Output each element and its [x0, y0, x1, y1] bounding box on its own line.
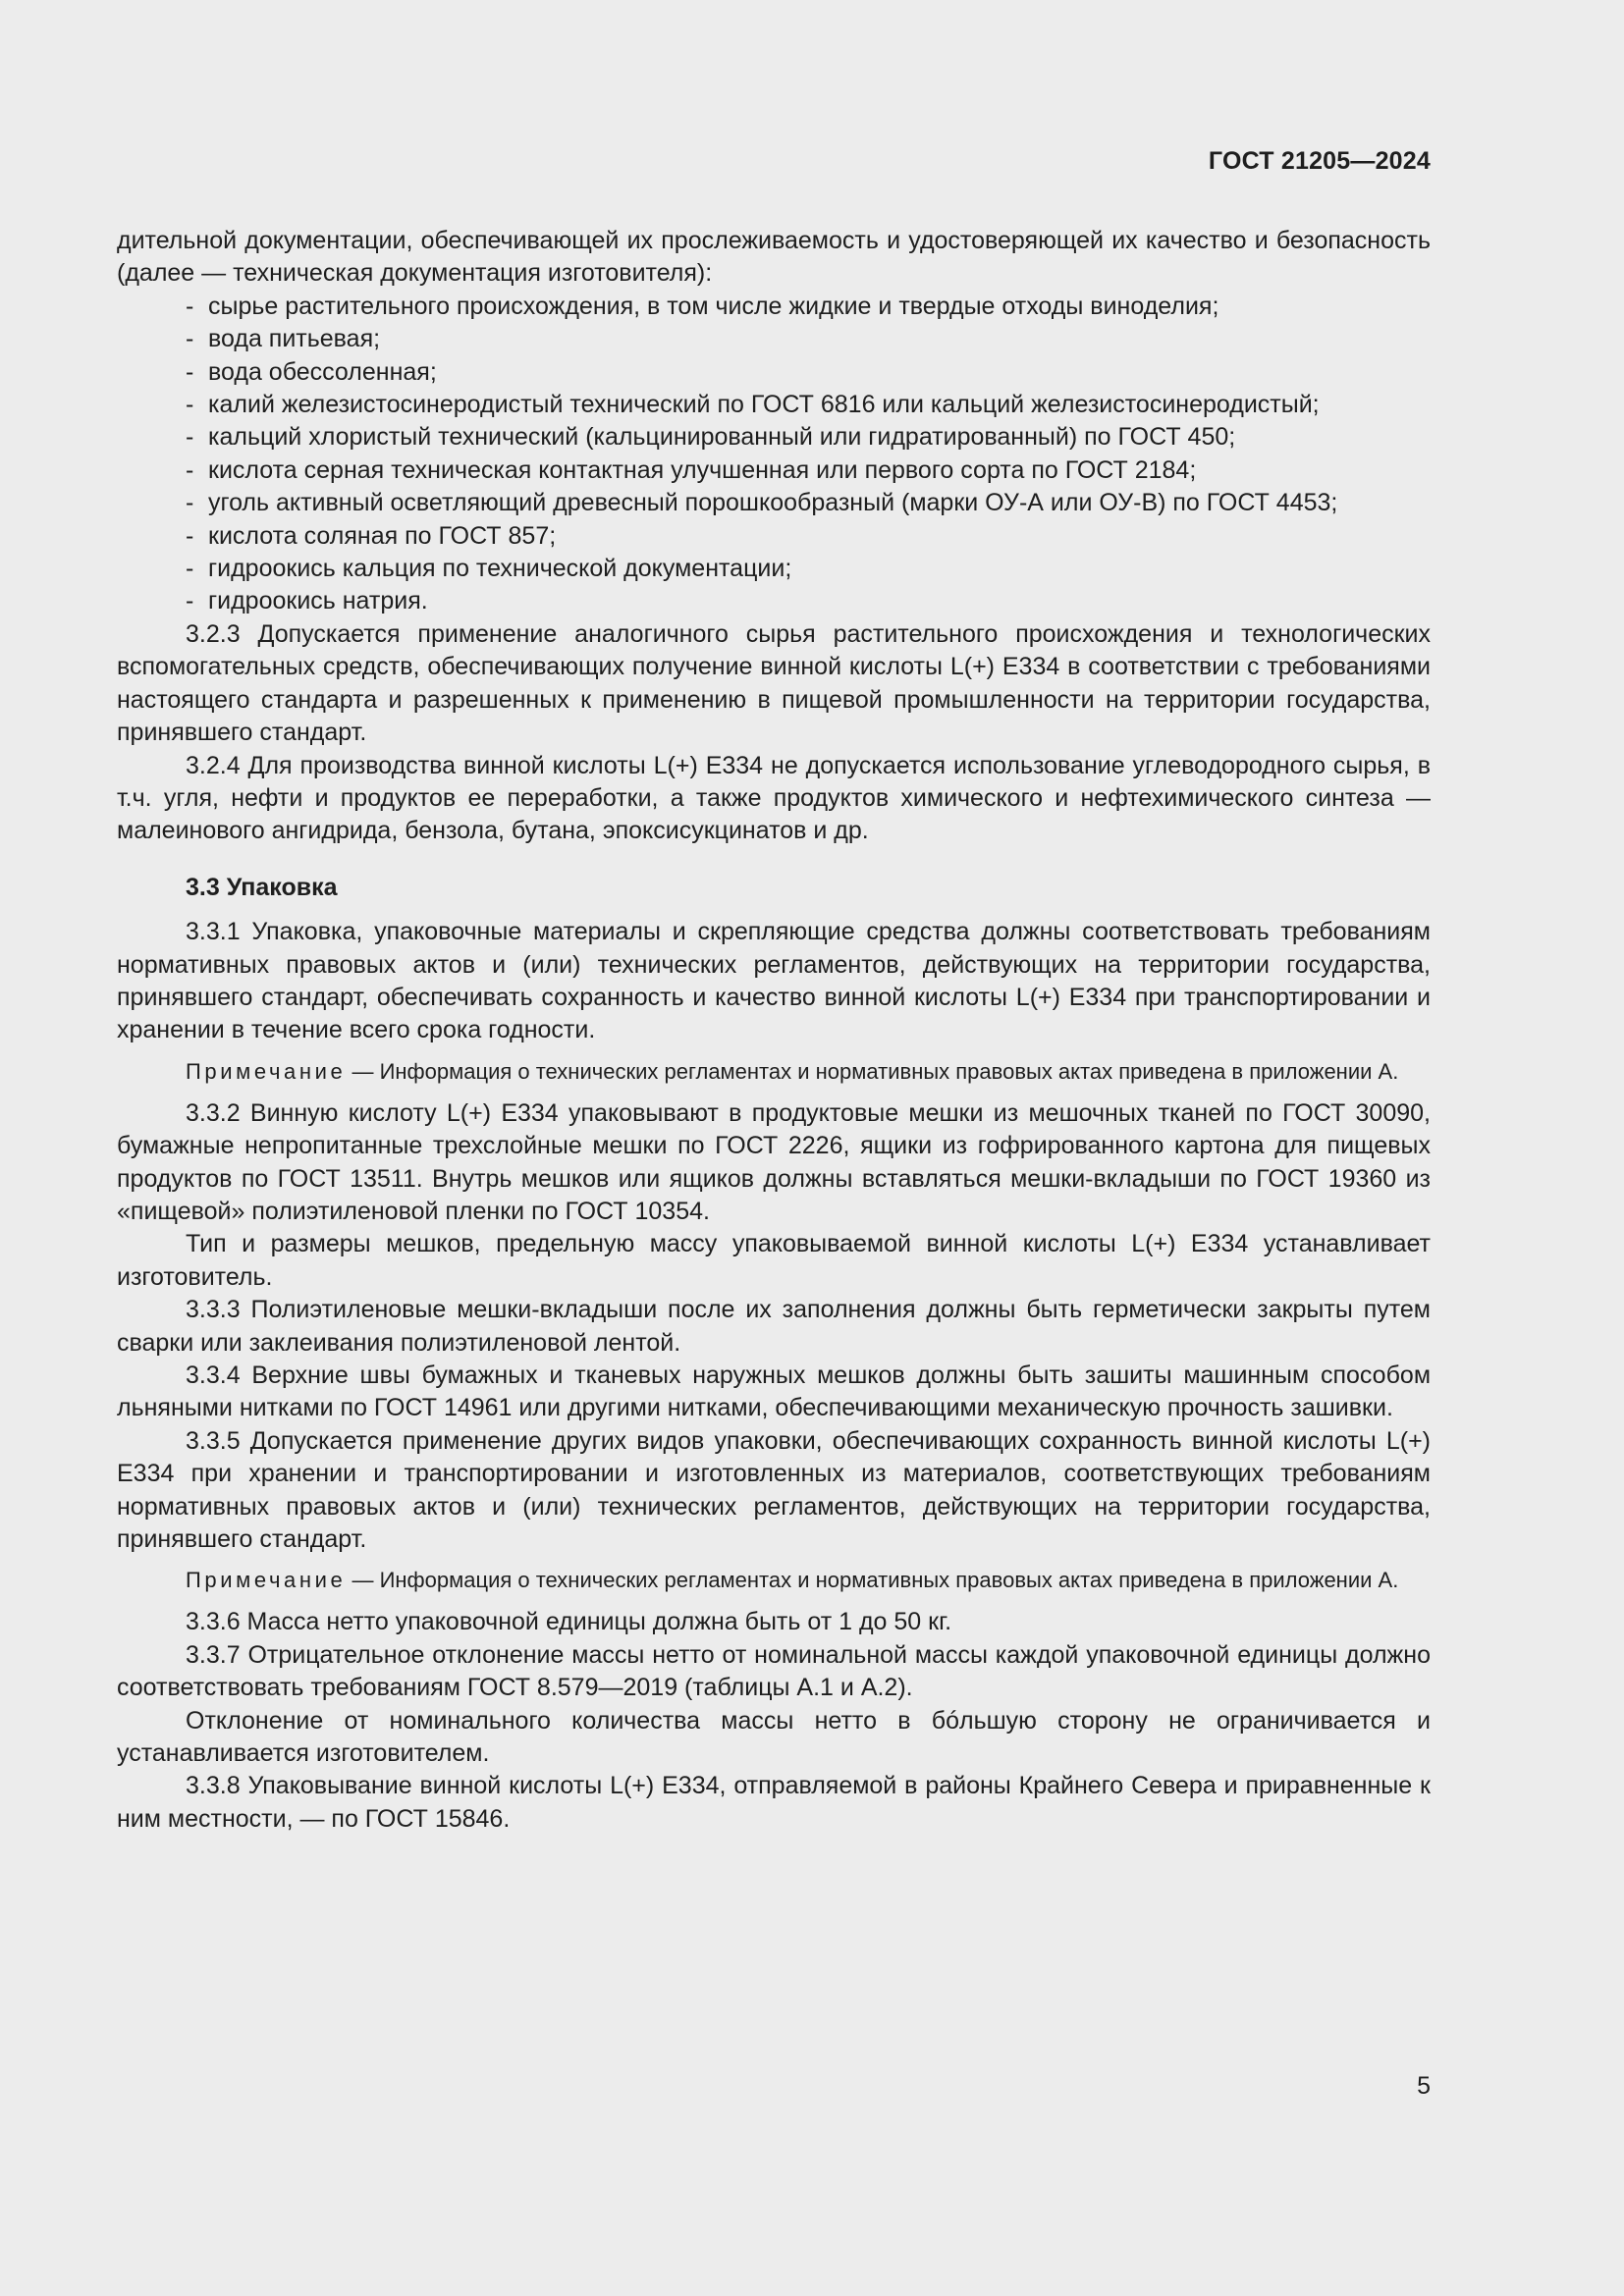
clause-3-3-4: 3.3.4 Верхние швы бумажных и тканевых наружных мешков должны быть зашиты машинным способом льняными нитками по ГОСТ 14961 или другими нитками, обеспечивающими механическую прочность зашивки.	[117, 1362, 1431, 1422]
page-number: 5	[1417, 2072, 1431, 2100]
intro-paragraph: дительной документации, обеспечивающей их прослеживаемость и удостоверяющей их качество и безопасность (далее — техническая документация изготовителя):	[117, 227, 1431, 288]
section-heading-packaging: 3.3 Упаковка	[186, 873, 338, 901]
clause-3-3-5: 3.3.5 Допускается применение других видов упаковки, обеспечивающих сохранность винной кислоты L(+) Е334 при хранении и транспортировании и изготовленных из материалов, соответствующих требованиям нормативных правовых актов и (или) технических регламентов, действующих на территории государства, принявшего стандарт.	[117, 1426, 1431, 1554]
list-item: - кислота соляная по ГОСТ 857;	[186, 520, 1431, 553]
list-item: - калий железистосинеродистый технический по ГОСТ 6816 или кальций железистосинеродистый;	[186, 389, 1431, 421]
document-code-header: ГОСТ 21205—2024	[1208, 147, 1431, 175]
list-item: - вода обессоленная;	[186, 356, 1431, 389]
note-text: — Информация о технических регламентах и нормативных правовых актах приведена в приложении А.	[346, 1568, 1399, 1593]
list-item: - гидроокись кальция по технической документации;	[186, 553, 1431, 585]
clause-3-3-2-continued: Тип и размеры мешков, предельную массу упаковываемой винной кислоты L(+) Е334 устанавливает изготовитель.	[117, 1230, 1431, 1291]
list-item: - сырье растительного происхождения, в том числе жидкие и твердые отходы виноделия;	[186, 291, 1431, 323]
clause-3-2-4: 3.2.4 Для производства винной кислоты L(+) Е334 не допускается использование углеводородного сырья, в т.ч. угля, нефти и продуктов ее переработки, а также продуктов химического и нефтехимического синтеза — малеинового ангидрида, бензола, бутана, эпоксисукцинатов и др.	[117, 751, 1431, 845]
note-2	[117, 1566, 1431, 1594]
note-label: Примечание	[186, 1568, 347, 1593]
clause-3-3-1: 3.3.1 Упаковка, упаковочные материалы и скрепляющие средства должны соответствовать требованиям нормативных правовых актов и (или) технических регламентов, действующих на территории государства, принявшего стандарт, обеспечивать сохранность и качество винной кислоты L(+) Е334 при транспортировании и хранении в течение всего срока годности.	[117, 918, 1431, 1044]
clause-3-3-7-continued: Отклонение от номинального количества массы нетто в бóльшую сторону не ограничивается и устанавливается изготовителем.	[117, 1706, 1431, 1768]
note-text: — Информация о технических регламентах и нормативных правовых актах приведена в приложении А.	[346, 1058, 1399, 1084]
clause-3-3-2: 3.3.2 Винную кислоту L(+) Е334 упаковывают в продуктовые мешки из мешочных тканей по ГОСТ 30090, бумажные непропитанные трехслойные мешки по ГОСТ 2226, ящики из гофрированного картона для пищевых продуктов по ГОСТ 13511. Внутрь мешков или ящиков должны вставляться мешки-вкладыши по ГОСТ 19360 из «пищевой» полиэтиленовой пленки по ГОСТ 10354.	[117, 1098, 1431, 1225]
clause-3-3-6: 3.3.6 Масса нетто упаковочной единицы должна быть от 1 до 50 кг.	[186, 1608, 952, 1636]
clause-3-2-3: 3.2.3 Допускается применение аналогичного сырья растительного происхождения и технологических вспомогательных средств, обеспечивающих получение винной кислоты L(+) Е334 в соответствии с требованиями настоящего стандарта и разрешенных к применению в пищевой промышленности на территории государства, принявшего стандарт.	[117, 619, 1431, 747]
list-item: - гидроокись натрия.	[186, 585, 1431, 617]
clause-3-3-7: 3.3.7 Отрицательное отклонение массы нетто от номинальной массы каждой упаковочной единицы должно соответствовать требованиям ГОСТ 8.579—2019 (таблицы А.1 и А.2).	[117, 1640, 1431, 1702]
raw-materials-list	[117, 291, 1431, 618]
list-item: - вода питьевая;	[186, 323, 1431, 355]
note-label: Примечание	[186, 1058, 347, 1084]
clause-3-3-8: 3.3.8 Упаковывание винной кислоты L(+) Е334, отправляемой в районы Крайнего Севера и приравненные к ним местности, — по ГОСТ 15846.	[117, 1772, 1431, 1833]
note-1	[117, 1057, 1431, 1086]
list-item: - уголь активный осветляющий древесный порошкообразный (марки ОУ-А или ОУ-В) по ГОСТ 4453;	[186, 487, 1431, 519]
document-body	[117, 225, 1431, 1836]
list-item: - кислота серная техническая контактная улучшенная или первого сорта по ГОСТ 2184;	[186, 454, 1431, 487]
list-item: - кальций хлористый технический (кальцинированный или гидратированный) по ГОСТ 450;	[186, 421, 1431, 454]
clause-3-3-3: 3.3.3 Полиэтиленовые мешки-вкладыши после их заполнения должны быть герметически закрыты путем сварки или заклеивания полиэтиленовой лентой.	[117, 1296, 1431, 1357]
